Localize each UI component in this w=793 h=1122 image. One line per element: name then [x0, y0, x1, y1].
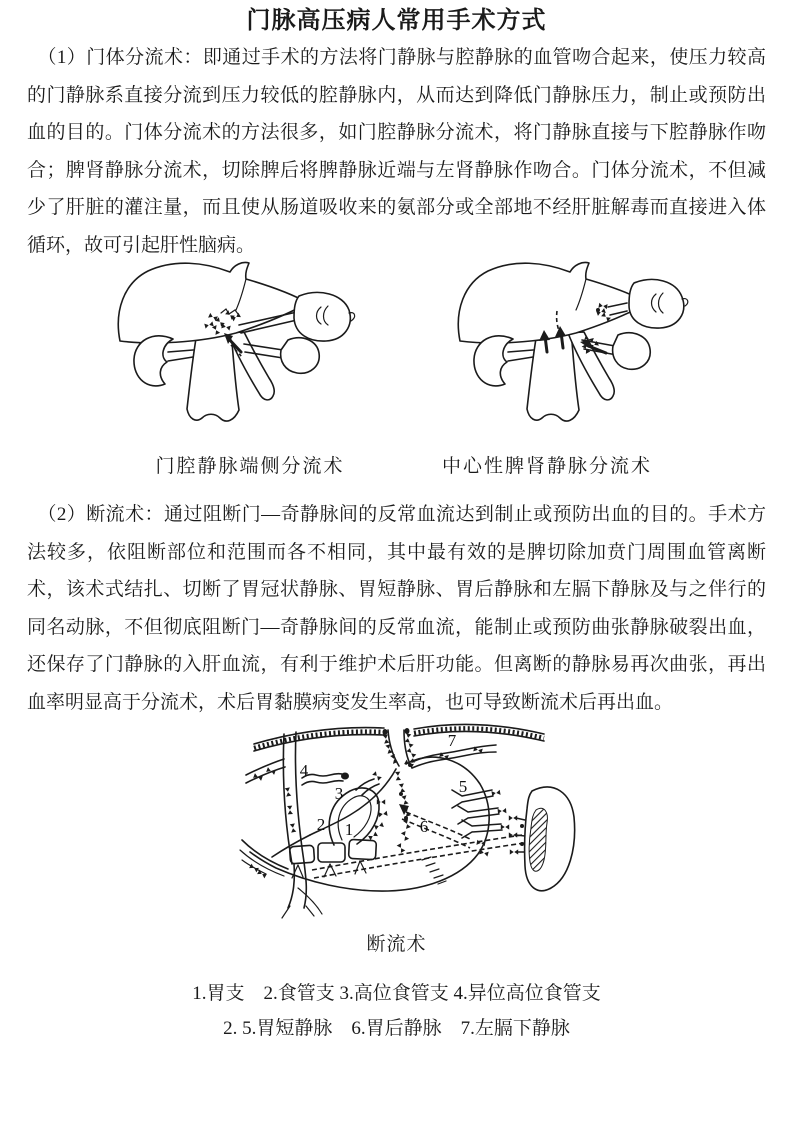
- pancreas-duodenum: [289, 839, 376, 878]
- label-6: 6: [419, 817, 429, 836]
- liver-illustration: [458, 262, 648, 342]
- lower-left-vessels: [240, 840, 288, 878]
- vessel-number-labels: [300, 731, 468, 839]
- esophagus: [383, 728, 417, 766]
- portal-vein-trunk: [246, 732, 322, 918]
- label-3: 3: [334, 784, 344, 803]
- devascularization-figure: [238, 718, 573, 933]
- short-gastric-veins: [452, 790, 509, 857]
- paragraph-devascularization: （2）断流术：通过阻断门—奇静脉间的反常血流达到制止或预防出血的目的。手术方法较多，依阻断部位和范围而各不相同，其中最有效的是脾切除加贲门周围血管离断术，该术式结扎、切断了胃冠状静脉、胃短静脉、胃后静脉和左膈下静脉及与之伴行的同名动脉，不但彻底阻断门—奇静脉间的反常血流，能制止或预防曲张静脉破裂出血，还保存了门静脉的入肝血流，有利于维护术后肝功能。但离断的静脉易再次曲张，再出血率明显高于分流术，术后胃黏膜病变发生率高，也可导致断流术后再出血。: [27, 504, 766, 713]
- label-1: 1: [344, 820, 354, 839]
- splenorenal-shunt-figure: [420, 253, 730, 445]
- label-2: 2: [316, 815, 326, 834]
- left-kidney: [474, 336, 533, 386]
- page-title: 门脉高压病人常用手术方式: [246, 8, 547, 34]
- figure-legend-line-2: 2. 5.胃短静脉 6.胃后静脉 7.左膈下静脉: [223, 1018, 570, 1039]
- splenic-vein-dashed: [312, 835, 524, 878]
- paragraph-shunt: （1）门体分流术：即通过手术的方法将门静脉与腔静脉的血管吻合起来，使压力较高的门静脉系直接分流到压力较低的腔静脉内，从而达到降低门静脉压力，制止或预防出血的目的。门体分流术的方法很多，如门腔静脉分流术，将门静脉直接与下腔静脉作吻合；脾肾静脉分流术，切除脾后将脾静脉近端与左肾静脉作吻合。门体分流术，不但减少了肝脏的灌注量，而且使从肠道吸收来的氨部分或全部地不经肝脏解毒而直接进入体循环，故可引起肝性脑病。: [27, 47, 766, 256]
- posterior-gastric-vein: [399, 804, 472, 848]
- high-esophageal-branch: [356, 771, 382, 795]
- splenorenal-caption: 中心性脾肾静脉分流术: [441, 456, 652, 477]
- diaphragm: [254, 724, 544, 751]
- portacaval-caption: 门腔静脉端侧分流术: [155, 456, 345, 477]
- devascularization-caption: 断流术: [366, 934, 427, 955]
- label-5: 5: [458, 777, 468, 796]
- left-kidney: [134, 336, 193, 386]
- spleen: [509, 787, 575, 891]
- label-7: 7: [447, 731, 457, 750]
- label-4: 4: [299, 761, 309, 780]
- portacaval-shunt-figure: [80, 253, 390, 445]
- figure-legend-line-1: 1.胃支 2.食管支 3.高位食管支 4.异位高位食管支: [192, 983, 601, 1004]
- liver-illustration: [118, 262, 308, 342]
